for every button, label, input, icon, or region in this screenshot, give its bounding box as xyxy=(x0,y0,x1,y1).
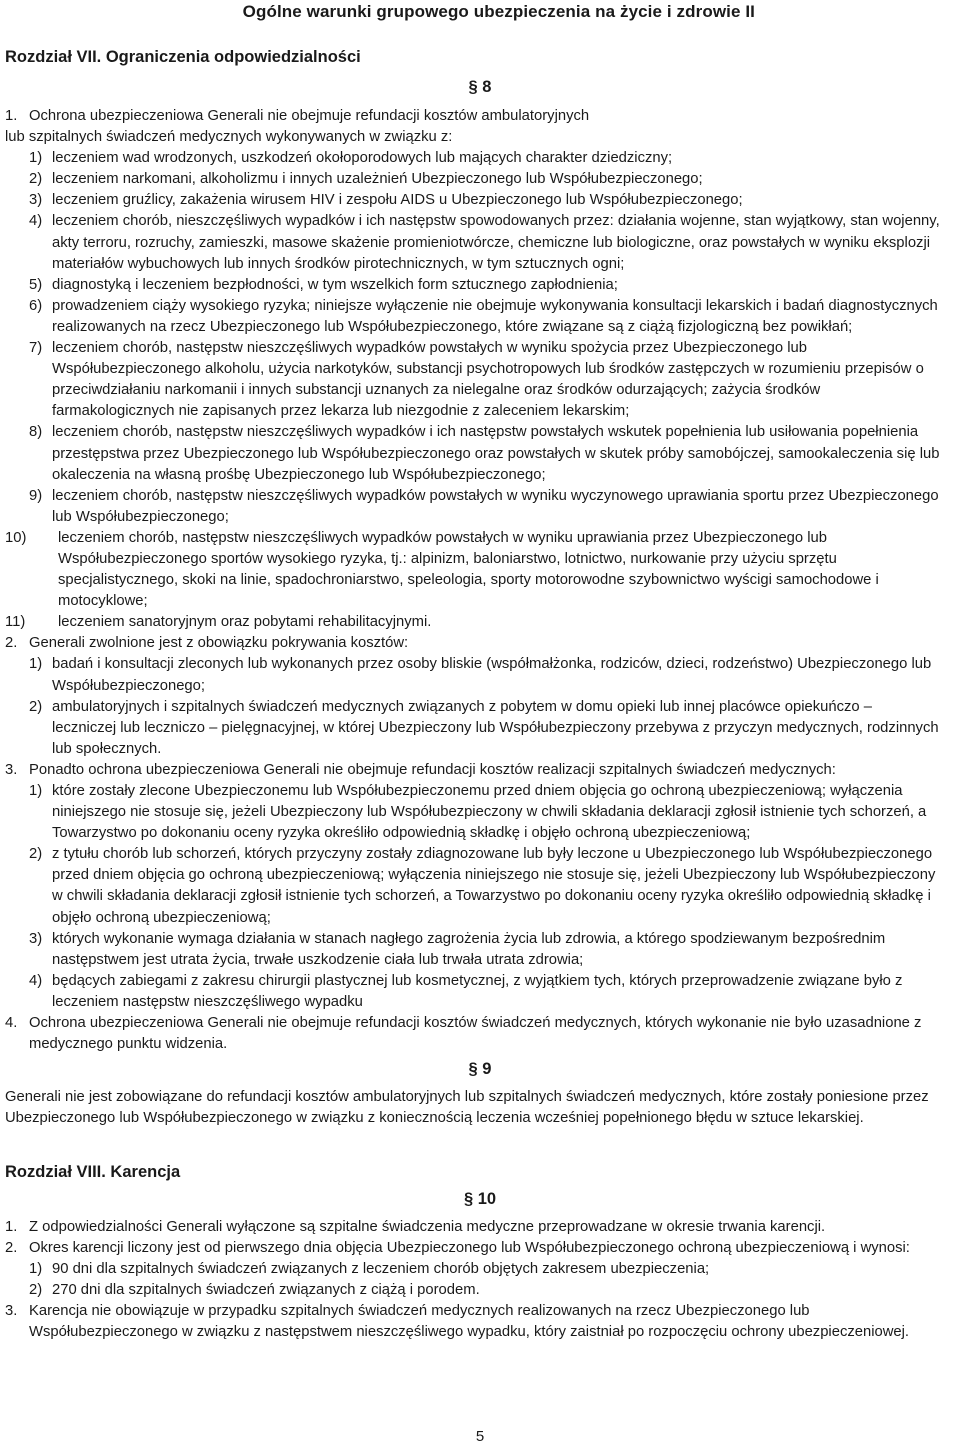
paragraph-number: 4. xyxy=(5,1015,18,1032)
list-item xyxy=(29,169,940,190)
paragraph-3 xyxy=(5,760,940,781)
list-item xyxy=(29,929,940,971)
list-item-number: 7) xyxy=(29,340,43,357)
paragraph-number: 1. xyxy=(5,108,18,124)
list-item xyxy=(29,971,940,1013)
paragraph-number: 2. xyxy=(5,1240,18,1257)
list-item-number: 8) xyxy=(29,424,43,441)
list-item-text: leczeniem chorób, następstw nieszczęśliwych wypadków powstałych w wyniku uprawiania przez Ubezpieczonego lub Współubezpieczonego sportów wysokiego ryzyka, tj.: alpinizm, baloniarstwo, lotnictwo, nurkowanie przy użyciu sprzętu specjalistycznego, skoki na linie, spadochroniarstwo, speleologia, sporty motorowodne szybownictwo wyścigi samochodowe i motocyklowe; xyxy=(58,529,879,610)
paragraph-3 xyxy=(5,1301,940,1343)
list-item-text: leczeniem chorób, następstw nieszczęśliwych wypadków i ich następstw powstałych wskutek popełnienia lub usiłowania popełnienia przestępstwa przez Ubezpieczonego lub Współubezpieczonego oraz powstałych w skutek próby samobójczej, samookaleczenia się lub okaleczenia na własną prośbę Ubezpieczonego lub Współubezpieczonego; xyxy=(52,424,940,483)
page-number: 5 xyxy=(475,1428,485,1445)
paragraph-text: Karencja nie obowiązuje w przypadku szpitalnych świadczeń medycznych realizowanych na rzecz Ubezpieczonego lub Współubezpieczonego w związku z następstwem nieszczęśliwego wypadku, który zaistniał po rozpoczęciu ochrony ubezpieczeniowej. xyxy=(29,1303,910,1341)
section-9-text: Generali nie jest zobowiązane do refundacji kosztów ambulatoryjnych lub szpitalnych świadczeń medycznych, które zostały poniesione przez Ubezpieczonego lub Współubezpieczonego w związku z koniecznością leczenia wcześniej popełnionego błędu w sztuce lekarskiej. xyxy=(5,1089,929,1127)
section-9-body xyxy=(5,1087,940,1129)
list-item xyxy=(29,211,940,274)
paragraph-number: 2. xyxy=(5,635,18,652)
list-item-text: których wykonanie wymaga działania w stanach nagłego zagrożenia życia lub zdrowia, a którego spodziewanym bezpośrednim następstwem jest utrata życia, trwałe uszkodzenie ciała lub trwała utrata zdrowia; xyxy=(52,930,886,968)
list-item xyxy=(5,612,940,633)
list-item-number: 2) xyxy=(29,698,43,715)
list-item-text: leczeniem chorób, następstw nieszczęśliwych wypadków powstałych w wyniku spożycia przez Ubezpieczonego lub Współubezpieczonego alkoholu, użycia narkotyków, substancji psychotropowych lub środków zastępczych w rozumieniu przepisów o przeciwdziałaniu narkomanii i innych substancji uznanych za nielegalne oraz środków odurzających; zażycia środków farmakologicznych nie zapisanych przez lekarza lub niezgodnie z zaleceniem lekarskim; xyxy=(52,340,924,420)
list-item-number: 5) xyxy=(29,276,43,293)
list-item xyxy=(29,697,940,760)
list-item xyxy=(29,190,940,211)
paragraph-text: Okres karencji liczony jest od pierwszego dnia objęcia Ubezpieczonego lub Współubezpieczonego ochroną ubezpieczeniową i wynosi: xyxy=(29,1240,910,1257)
list-item-text: ambulatoryjnych i szpitalnych świadczeń medycznych związanych z pobytem w domu opieki lub innej placówce opiekuńczo – leczniczej lub leczniczo – pielęgnacyjnej, w której Ubezpieczony lub Współubezpieczony przebywa z przyczyn medycznych, rodzinnych lub społecznych. xyxy=(52,698,939,757)
cost-exemption-list xyxy=(5,654,940,759)
list-item-number: 9) xyxy=(29,487,43,504)
list-item-number: 2) xyxy=(29,1282,43,1299)
list-item-text: diagnostyką i leczeniem bezpłodności, w tym wszelkich form sztucznego zapłodnienia; xyxy=(52,276,618,293)
paragraph-2 xyxy=(5,633,940,654)
hospital-exclusion-list xyxy=(5,781,940,1013)
list-item-text: z tytułu chorób lub schorzeń, których przyczyny zostały zdiagnozowane lub były leczone u Ubezpieczonego lub Współubezpieczonego przed dniem objęcia go ochroną ubezpieczeniową; wyłączenia niniejszego nie stosuje się, jeżeli Ubezpieczony lub Współubezpieczony w chwili składania deklaracji zgłosił istnienie tych schorzeń, a Towarzystwo po dokonaniu oceny ryzyka określiło odpowiednią składkę i objęło ochroną ubezpieczeniową; xyxy=(52,846,936,926)
list-item-text: prowadzeniem ciąży wysokiego ryzyka; niniejsze wyłączenie nie obejmuje wykonywania konsultacji lekarskich i badań diagnostycznych realizowanych na rzecz Ubezpieczonego lub Współubezpieczonego, które związane są z ciążą fizjologiczną bez powikłań; xyxy=(52,297,938,335)
list-item xyxy=(29,1259,940,1280)
list-item-number: 2) xyxy=(29,846,43,863)
list-item xyxy=(29,781,940,844)
list-item-text: leczeniem chorób, następstw nieszczęśliwych wypadków powstałych w wyniku wyczynowego uprawiania sportu przez Ubezpieczonego lub Współubezpieczonego; xyxy=(52,487,939,525)
list-item xyxy=(29,338,940,422)
list-item xyxy=(29,148,940,169)
paragraph-1 xyxy=(5,106,940,127)
list-item-text: 90 dni dla szpitalnych świadczeń związanych z leczeniem chorób objętych zakresem ubezpieczenia; xyxy=(52,1261,710,1278)
list-item-number: 3) xyxy=(29,930,43,947)
section-9-mark: § 9 xyxy=(468,1060,492,1078)
list-item xyxy=(29,486,940,528)
list-item xyxy=(29,1280,940,1301)
list-item xyxy=(29,844,940,928)
paragraph-text: Z odpowiedzialności Generali wyłączone są szpitalne świadczenia medyczne przeprowadzane w okresie trwania karencji. xyxy=(29,1219,826,1235)
list-item-number: 11) xyxy=(5,614,26,631)
paragraph-2 xyxy=(5,1238,940,1259)
list-item-number: 2) xyxy=(29,171,43,188)
list-item xyxy=(29,296,940,338)
exclusion-list xyxy=(5,148,940,633)
paragraph-4 xyxy=(5,1013,940,1055)
waiting-period-list xyxy=(5,1259,940,1301)
list-item xyxy=(5,528,940,612)
list-item-number: 1) xyxy=(29,656,43,673)
paragraph-number: 3. xyxy=(5,1303,18,1320)
list-item xyxy=(29,275,940,296)
list-item xyxy=(29,422,940,485)
document-title: Ogólne warunki grupowego ubezpieczenia na życie i zdrowie II xyxy=(242,2,755,21)
list-item-text: leczeniem gruźlicy, zakażenia wirusem HIV i zespołu AIDS u Ubezpieczonego lub Współubezpieczonego; xyxy=(52,192,743,209)
paragraph-text: Ochrona ubezpieczeniowa Generali nie obejmuje refundacji kosztów świadczeń medycznych, których wykonanie nie było uzasadnione z medycznego punktu widzenia. xyxy=(29,1015,922,1053)
list-item-number: 6) xyxy=(29,297,43,314)
paragraph-1 xyxy=(5,1217,940,1238)
list-item-text: leczeniem narkomani, alkoholizmu i innych uzależnień Ubezpieczonego lub Współubezpieczonego; xyxy=(52,171,703,188)
chapter-7-body xyxy=(5,106,940,1055)
list-item-number: 10) xyxy=(5,529,27,546)
chapter-8-body xyxy=(5,1217,940,1344)
chapter-7-title: Rozdział VII. Ograniczenia odpowiedzialności xyxy=(5,48,361,66)
list-item-number: 4) xyxy=(29,972,43,989)
paragraph-text: Generali zwolnione jest z obowiązku pokrywania kosztów: xyxy=(29,635,409,652)
list-item-number: 4) xyxy=(29,213,43,230)
list-item xyxy=(29,654,940,696)
list-item-text: które zostały zlecone Ubezpieczonemu lub Współubezpieczonemu przed dniem objęcia go ochroną ubezpieczeniową; wyłączenia niniejszego nie stosuje się, jeżeli Ubezpieczony lub Współubezpieczony w chwili składania deklaracji zgłosił istnienie tych schorzeń, a Towarzystwo po dokonaniu oceny ryzyka określiło odpowiednią składkę i objęło ochroną ubezpieczeniową; xyxy=(52,783,927,842)
paragraph-number: 3. xyxy=(5,761,18,778)
list-item-text: badań i konsultacji zleconych lub wykonanych przez osoby bliskie (współmałżonka, rodziców, dzieci, rodzeństwo) Ubezpieczonego lub Współubezpieczonego; xyxy=(52,656,932,694)
section-8-mark: § 8 xyxy=(468,78,492,96)
section-10-mark: § 10 xyxy=(463,1190,497,1208)
list-item-text: będących zabiegami z zakresu chirurgii plastycznej lub kosmetycznej, z wyjątkiem tych, których przeprowadzenie związane było z leczeniem następstw nieszczęśliwego wypadku xyxy=(52,972,903,1010)
paragraph-text: Ponadto ochrona ubezpieczeniowa Generali nie obejmuje refundacji kosztów realizacji szpitalnych świadczeń medycznych: xyxy=(29,761,836,778)
chapter-8-title: Rozdział VIII. Karencja xyxy=(5,1163,181,1181)
list-item-number: 1) xyxy=(29,1261,43,1278)
list-item-text: leczeniem chorób, nieszczęśliwych wypadków i ich następstw spowodowanych przez: działania wojenne, stan wyjątkowy, stan wojenny, akty terroru, rozruchy, zamieszki, masowe skażenie promieniotwórcze, chemiczne lub biologiczne, oraz powstałych w wyniku eksplozji materiałów wybuchowych lub innych środków pirotechnicznych, w tym sztucznych ogni; xyxy=(52,213,940,272)
list-item-number: 1) xyxy=(29,150,43,167)
list-item-number: 3) xyxy=(29,192,43,209)
list-item-text: leczeniem wad wrodzonych, uszkodzeń okołoporodowych lub mających charakter dziedziczny; xyxy=(52,150,673,167)
paragraph-number: 1. xyxy=(5,1219,18,1235)
list-item-text: leczeniem sanatoryjnym oraz pobytami rehabilitacyjnymi. xyxy=(58,614,432,631)
paragraph-text-line: lub szpitalnych świadczeń medycznych wykonywanych w związku z: xyxy=(5,129,453,146)
list-item-number: 1) xyxy=(29,783,43,799)
list-item-text: 270 dni dla szpitalnych świadczeń związanych z ciążą i porodem. xyxy=(52,1282,480,1299)
paragraph-text-line: Ochrona ubezpieczeniowa Generali nie obejmuje refundacji kosztów ambulatoryjnych xyxy=(29,108,590,124)
